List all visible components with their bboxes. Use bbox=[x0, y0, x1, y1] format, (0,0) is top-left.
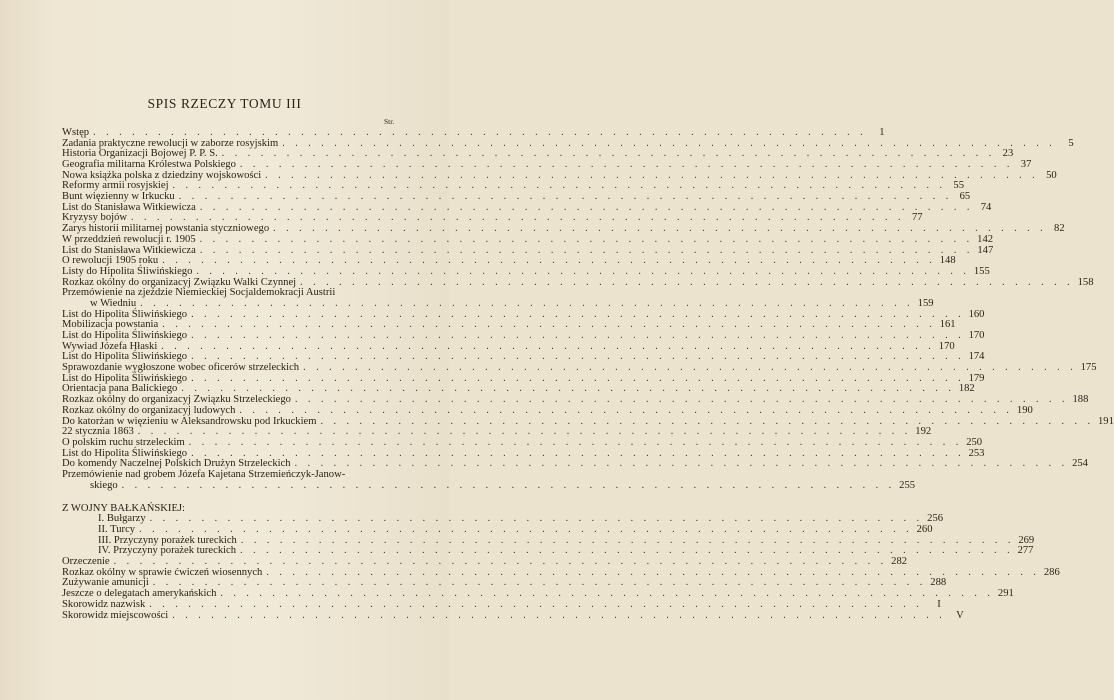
toc-entry-page: 142 bbox=[977, 233, 994, 245]
toc-entry-page: 254 bbox=[1072, 458, 1088, 470]
toc-entry-title: Reformy armii rosyjskiej bbox=[62, 180, 169, 192]
toc-entry-title: IV. Przyczyny porażek tureckich bbox=[98, 545, 237, 557]
toc-entry-title: Orientacja pana Balickiego bbox=[62, 383, 178, 395]
toc-entry-title: Skorowidz nazwisk bbox=[62, 598, 146, 610]
toc-entry-page: 50 bbox=[1046, 169, 1057, 181]
toc-entry-title: List do Stanisława Witkiewicza bbox=[62, 244, 196, 256]
toc-entry-title: List do Hipolita Śliwińskiego bbox=[62, 308, 188, 320]
toc-entry-page: 55 bbox=[953, 180, 965, 192]
toc-entry-page: 179 bbox=[968, 372, 985, 384]
toc-entry-title: Zarys historii militarnej powstania styczniowego bbox=[62, 223, 270, 235]
toc-entry-title: I. Bułgarzy bbox=[98, 513, 146, 525]
toc-entry-page: 282 bbox=[891, 556, 908, 568]
leader-dots bbox=[200, 235, 974, 246]
toc-entry-title: Do katorżan w więzieniu w Aleksandrowsku pod Irkuckiem bbox=[62, 415, 317, 427]
toc-entry-page: 253 bbox=[968, 447, 985, 459]
toc-entry bbox=[62, 479, 916, 492]
toc-entry bbox=[62, 404, 1033, 417]
toc-entry-page: 182 bbox=[958, 383, 975, 395]
toc-entry-title: Mobilizacja powstania bbox=[62, 319, 159, 331]
toc-entry-page: 192 bbox=[915, 426, 932, 438]
section-gap bbox=[62, 491, 402, 503]
toc-entry-title: Zadania praktyczne rewolucji w zaborze rosyjskim bbox=[62, 137, 279, 149]
toc-entry-page: 65 bbox=[959, 191, 971, 203]
toc-entry-page: 77 bbox=[911, 212, 923, 224]
toc-entry-page: 1 bbox=[879, 126, 885, 138]
toc-block-section bbox=[62, 513, 1035, 557]
page-column-label: Str. bbox=[384, 117, 395, 126]
toc-entry-page: 175 bbox=[1080, 362, 1097, 374]
table-of-contents bbox=[62, 126, 1114, 621]
toc-entry-page: 288 bbox=[930, 577, 947, 589]
toc-entry-title: Rozkaz okólny w sprawie ćwiczeń wiosennych bbox=[62, 566, 263, 578]
toc-entry-title: List do Hipolita Śliwińskiego bbox=[62, 330, 188, 342]
toc-entry-title: O polskim ruchu strzeleckim bbox=[62, 436, 185, 448]
toc-entry-page: 170 bbox=[968, 330, 985, 342]
toc-entry-title: Zużywanie amunicji bbox=[62, 577, 149, 589]
toc-entry-page: 277 bbox=[1017, 545, 1034, 557]
toc-entry-page: 5 bbox=[1068, 137, 1074, 149]
toc-entry-title: Rozkaz okólny do organizacyj Związku Strzeleckiego bbox=[62, 394, 291, 406]
toc-entry-page: 286 bbox=[1043, 566, 1060, 578]
toc-entry-page: 188 bbox=[1072, 394, 1089, 406]
toc-entry-title: II. Turcy bbox=[98, 524, 136, 536]
toc-entry-title: Bunt więzienny w Irkucku bbox=[62, 191, 175, 203]
toc-entry-page: 74 bbox=[980, 201, 992, 213]
toc-entry-page: 158 bbox=[1077, 276, 1094, 288]
toc-entry-page: 256 bbox=[927, 513, 944, 525]
toc-entry-title: O rewolucji 1905 roku bbox=[62, 255, 159, 267]
leader-dots bbox=[295, 459, 1069, 470]
toc-entry-page: 255 bbox=[899, 479, 916, 491]
toc-entry-title: List do Hipolita Śliwińskiego bbox=[62, 372, 188, 384]
section-heading: Z WOJNY BAŁKAŃSKIEJ: bbox=[62, 503, 186, 515]
toc-entry-title: Skorowidz miejscowości bbox=[62, 609, 169, 621]
leader-dots bbox=[239, 406, 1013, 417]
toc-entry-line: Przemówienie na zjeździe Niemieckiej Socjaldemokracji Austrii bbox=[62, 287, 336, 299]
toc-entry-page: 160 bbox=[968, 308, 985, 320]
toc-entry-page: 82 bbox=[1054, 223, 1065, 235]
toc-entry-title: Kryzysy bojów bbox=[62, 212, 128, 224]
toc-entry-title: Sprawozdanie wygłoszone wobec oficerów strzeleckich bbox=[62, 362, 300, 374]
toc-entry-title: Wstęp bbox=[62, 126, 90, 138]
toc-entry bbox=[62, 609, 964, 622]
toc-entry-title: W przeddzień rewolucji r. 1905 bbox=[62, 233, 196, 245]
toc-entry-page: 148 bbox=[939, 255, 956, 267]
toc-entry-page: 190 bbox=[1016, 404, 1033, 416]
leader-dots bbox=[172, 611, 946, 622]
toc-entry-page: 269 bbox=[1018, 534, 1035, 546]
leader-dots bbox=[122, 481, 896, 492]
toc-entry-page: 170 bbox=[938, 340, 955, 352]
toc-entry-title: List do Stanisława Witkiewicza bbox=[62, 201, 196, 213]
toc-entry-page: 155 bbox=[973, 265, 990, 277]
toc-entry-title: List do Hipolita Śliwińskiego bbox=[62, 447, 188, 459]
toc-entry-page: 291 bbox=[997, 588, 1014, 600]
toc-block-2 bbox=[62, 308, 1114, 470]
toc-entry bbox=[62, 598, 941, 611]
toc-entry-title: skiego bbox=[90, 479, 118, 491]
leader-dots bbox=[300, 278, 1074, 289]
toc-entry-page: 250 bbox=[966, 436, 983, 448]
toc-block-3 bbox=[62, 556, 1060, 621]
toc-entry-title: List do Hipolita Śliwińskiego bbox=[62, 351, 188, 363]
toc-entry-title: Listy do Hipolita Śliwińskiego bbox=[62, 265, 193, 277]
toc-entry-title: w Wiedniu bbox=[90, 297, 137, 309]
toc-entry-title: Jeszcze o delegatach amerykańskich bbox=[62, 588, 217, 600]
toc-entry-page: V bbox=[956, 609, 964, 621]
toc-entry-page: 37 bbox=[1020, 159, 1032, 171]
toc-entry-page: 159 bbox=[917, 297, 934, 309]
toc-entry-page: 260 bbox=[916, 524, 933, 536]
toc-entry-page: I bbox=[937, 598, 941, 610]
toc-entry-title: 22 stycznia 1863 bbox=[62, 426, 134, 438]
toc-entry-title: Rozkaz okólny do organizacyj ludowych bbox=[62, 404, 236, 416]
toc-entry-title: Nowa książka polska z dziedziny wojskowości bbox=[62, 169, 262, 181]
toc-entry-title: Orzeczenie bbox=[62, 556, 110, 568]
toc-entry-title: Geografia militarna Królestwa Polskiego bbox=[62, 159, 236, 171]
page-title: SPIS RZECZY TOMU III bbox=[147, 96, 302, 111]
toc-entry-page: 147 bbox=[977, 244, 994, 256]
toc-entry-title: Rozkaz okólny do organizacyj Związku Walki Czynnej bbox=[62, 276, 297, 288]
leader-dots bbox=[149, 600, 923, 611]
toc-entry-page: 174 bbox=[968, 351, 985, 363]
toc-entry-page: 161 bbox=[939, 319, 956, 331]
toc-block-1 bbox=[62, 126, 1094, 288]
toc-entry bbox=[62, 233, 994, 246]
toc-entry-page: 23 bbox=[1002, 148, 1014, 160]
toc-entry-title: Do komendy Naczelnej Polskich Drużyn Strzeleckich bbox=[62, 458, 291, 470]
toc-entry-line: Przemówienie nad grobem Józefa Kajetana Strzemieńczyk-Janow- bbox=[62, 469, 346, 480]
toc-entry-title: Historia Organizacji Bojowej P. P. S. bbox=[62, 148, 218, 160]
toc-entry-title: Wywiad Józefa Hłaski bbox=[62, 340, 158, 352]
toc-entry-page: 191 bbox=[1097, 415, 1114, 427]
toc-entry-title: III. Przyczyny porażek tureckich bbox=[98, 534, 237, 546]
